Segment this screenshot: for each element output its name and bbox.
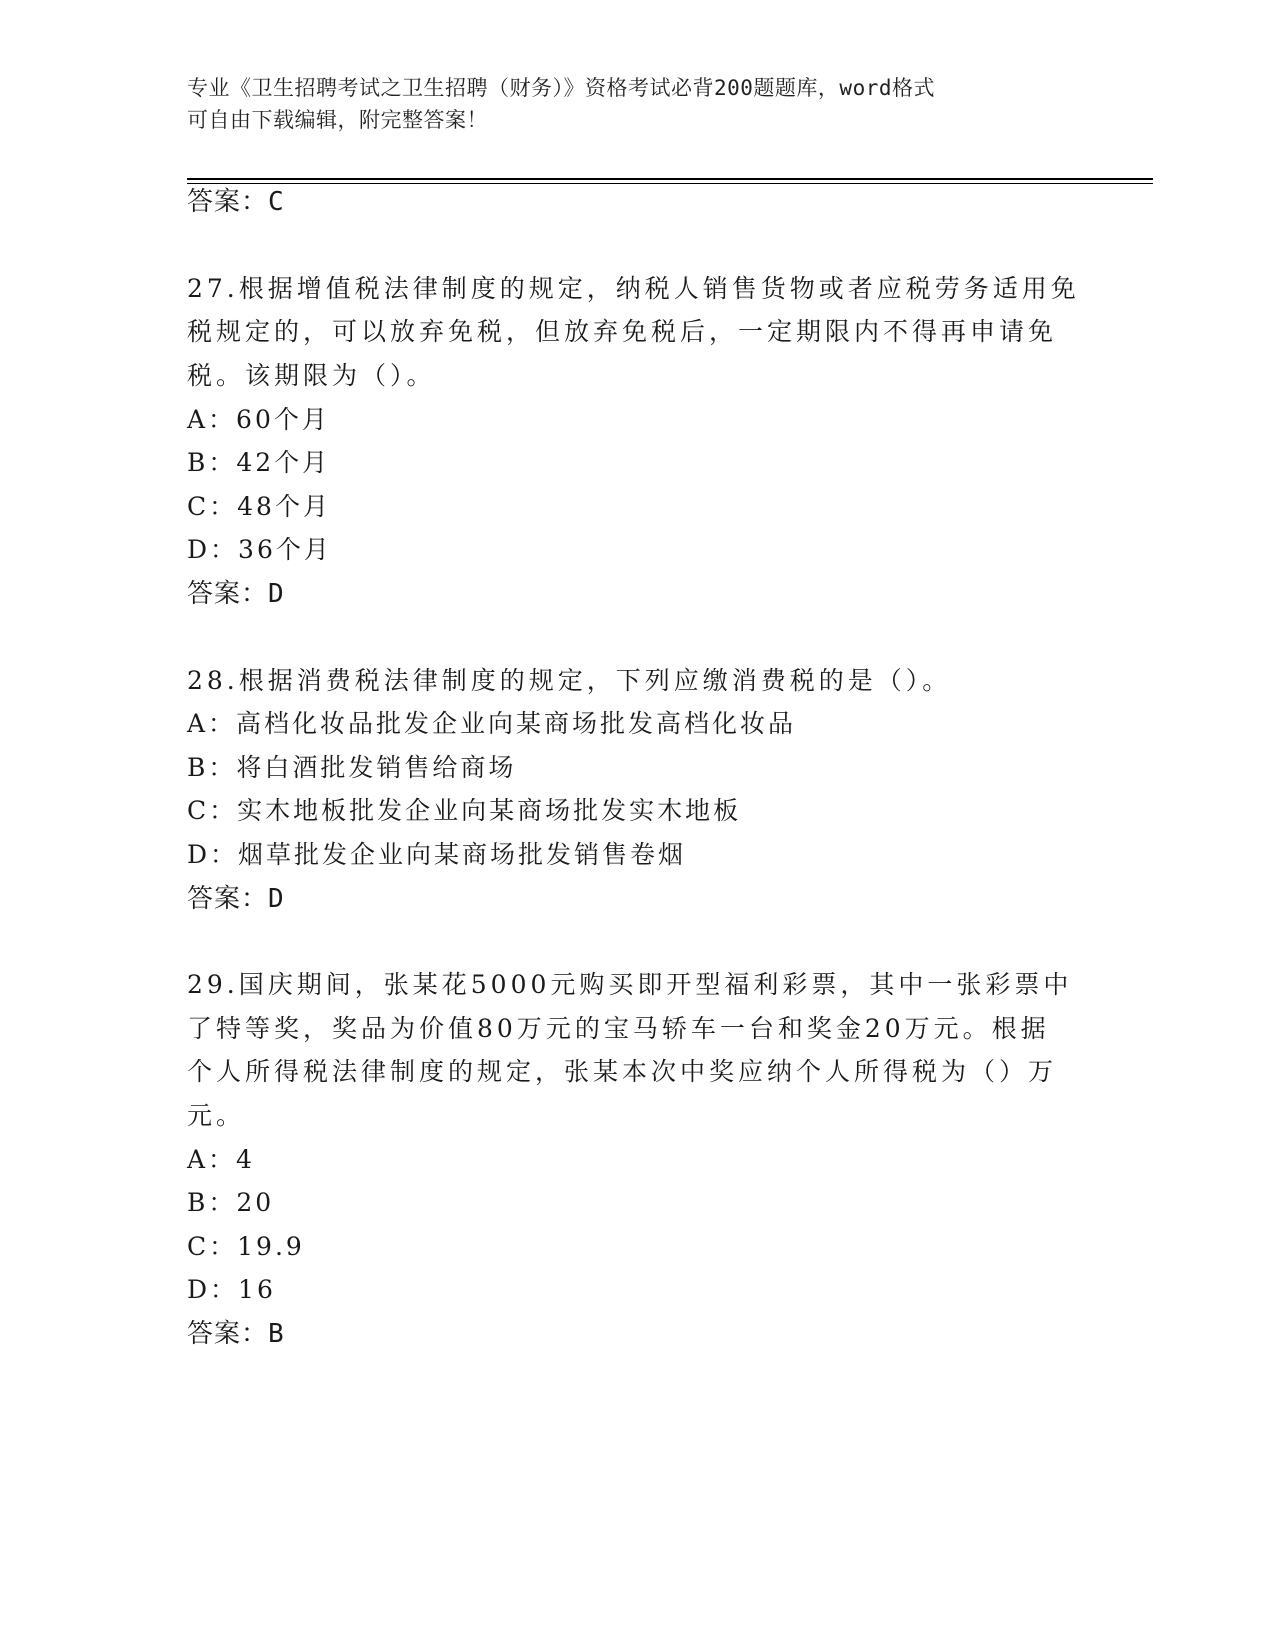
question-29-text-line-3: 个人所得税法律制度的规定，张某本次中奖应纳个人所得税为（）万	[187, 1057, 1058, 1086]
question-28-option-b: B：将白酒批发销售给商场	[187, 753, 517, 782]
question-27-option-a: A：60个月	[187, 405, 330, 434]
question-27-option-c: C：48个月	[187, 492, 331, 521]
header-divider-thick	[187, 178, 1153, 180]
header-divider-thin	[187, 183, 1153, 184]
question-27-option-d: D：36个月	[187, 535, 332, 564]
question-29-text-line-1: 29.国庆期间，张某花5000元购买即开型福利彩票，其中一张彩票中	[187, 970, 1073, 999]
question-29-text-line-2: 了特等奖，奖品为价值80万元的宝马轿车一台和奖金20万元。根据	[187, 1014, 1050, 1043]
question-29-option-b: B：20	[187, 1188, 275, 1217]
question-28-text-line-1: 28.根据消费税法律制度的规定，下列应缴消费税的是（）。	[187, 666, 952, 695]
header-title-line-2: 可自由下载编辑，附完整答案！	[187, 108, 488, 132]
header-title-line-1: 专业《卫生招聘考试之卫生招聘（财务）》资格考试必背200题题库，word格式	[187, 76, 935, 100]
question-29-option-d: D：16	[187, 1275, 276, 1304]
previous-answer: 答案：C	[187, 187, 285, 217]
question-29-option-a: A：4	[187, 1145, 255, 1174]
question-27-text-line-3: 税。该期限为（）。	[187, 361, 436, 390]
document-header	[187, 72, 1087, 136]
question-28-option-c: C：实木地板批发企业向某商场批发实木地板	[187, 796, 742, 825]
question-27-answer: 答案：D	[187, 579, 285, 609]
question-29-answer: 答案：B	[187, 1319, 285, 1349]
question-29-text-line-4: 元。	[187, 1101, 246, 1130]
question-28-option-a: A：高档化妆品批发企业向某商场批发高档化妆品	[187, 709, 797, 738]
question-27-text-line-1: 27.根据增值税法律制度的规定，纳税人销售货物或者应税劳务适用免	[187, 274, 1080, 303]
question-27-text-line-2: 税规定的，可以放弃免税，但放弃免税后，一定期限内不得再申请免	[187, 317, 1058, 346]
question-29-option-c: C：19.9	[187, 1232, 305, 1261]
question-28-answer: 答案：D	[187, 884, 285, 914]
question-28-option-d: D：烟草批发企业向某商场批发销售卷烟	[187, 840, 687, 869]
question-27-option-b: B：42个月	[187, 448, 331, 477]
